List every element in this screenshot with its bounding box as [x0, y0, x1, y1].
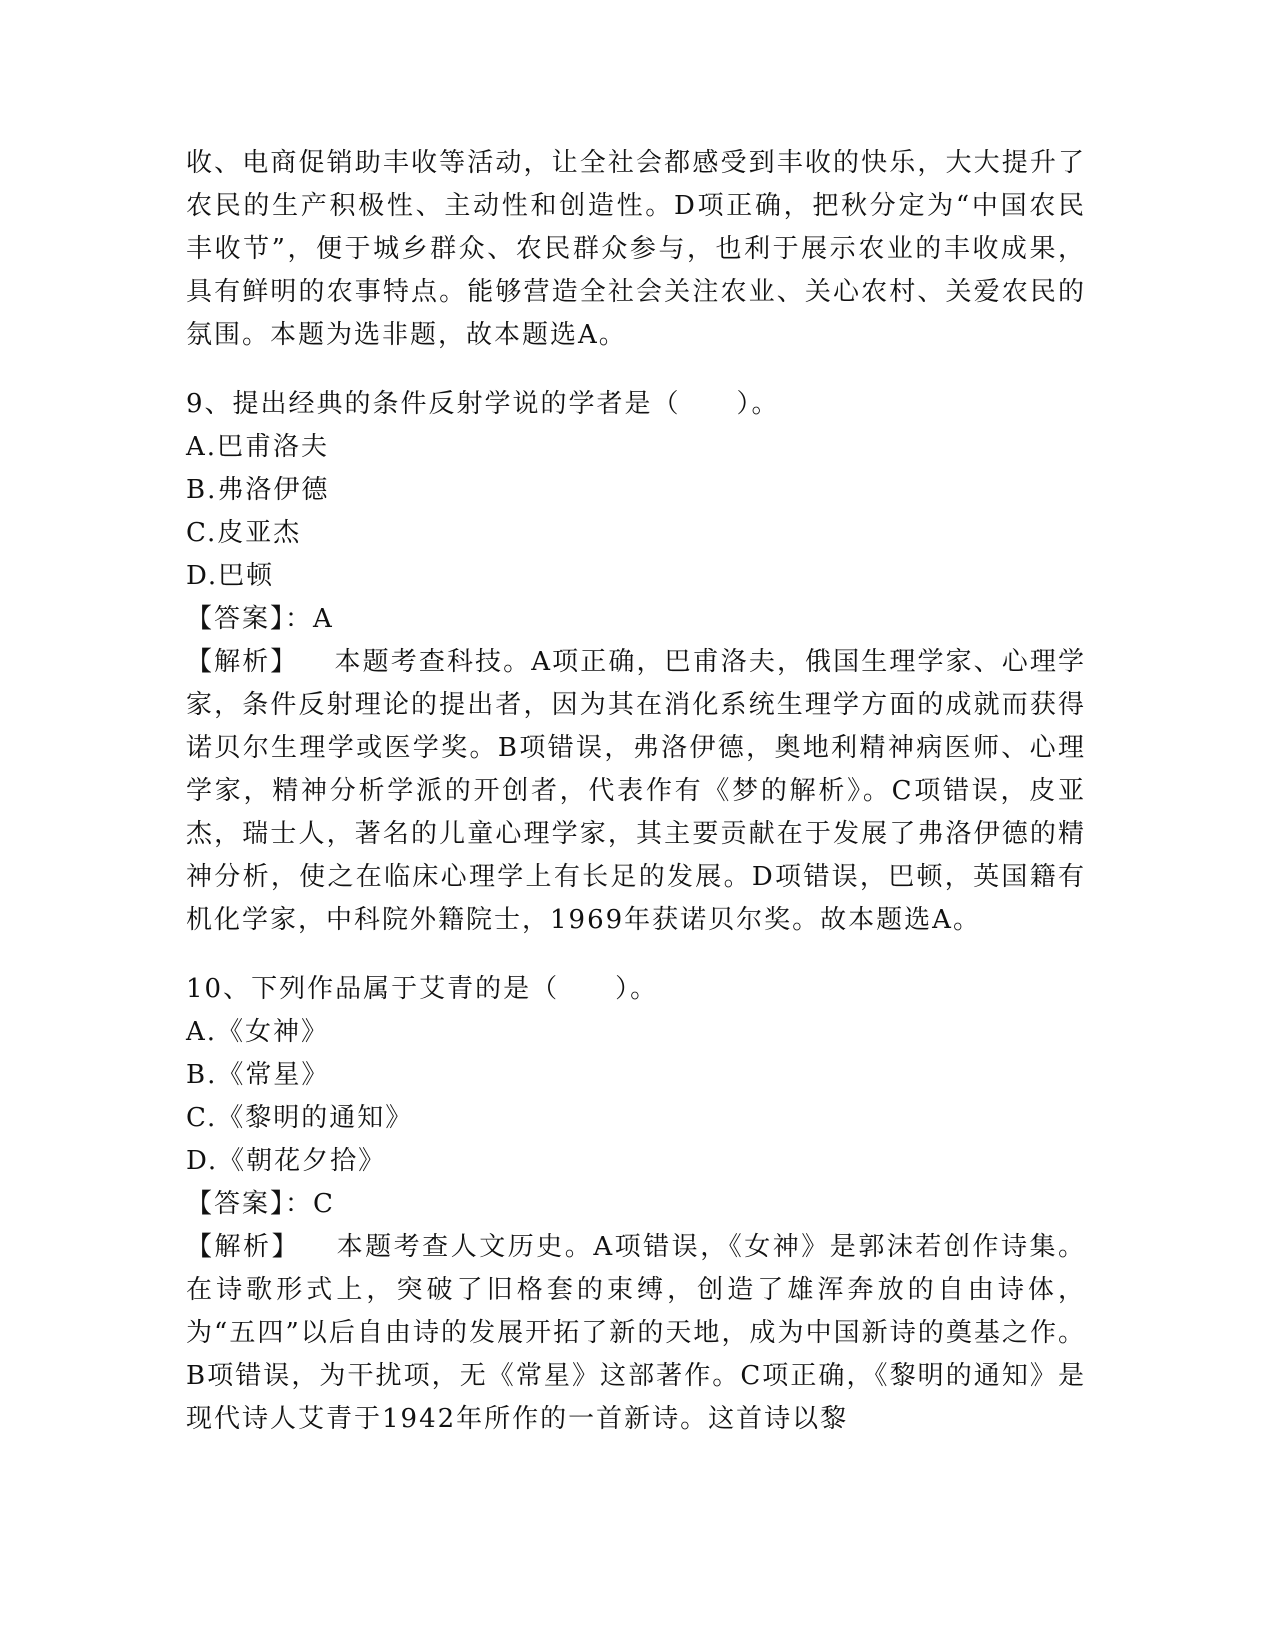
question-stem: 9、提出经典的条件反射学说的学者是（ ）。 [186, 389, 780, 419]
option-a: A.巴甫洛夫 [186, 432, 330, 462]
option-d: D.《朝花夕拾》 [186, 1146, 387, 1176]
answer-value: C [313, 1189, 335, 1219]
question-10 [186, 968, 1086, 1441]
analysis-label: 【解析】 [186, 647, 299, 677]
answer-label: 【答案】： [186, 604, 314, 634]
option-c: C.皮亚杰 [186, 518, 302, 548]
question-9 [186, 383, 1086, 942]
analysis-text: 本题考查人文历史。A项错误，《女神》是郭沫若创作诗集。在诗歌形式上，突破了旧格套的束缚，创造了雄浑奔放的自由诗体，为“五四”以后自由诗的发展开拓了新的天地，成为中国新诗的奠基之作。B项错误，为干扰项，无《常星》这部著作。C项正确，《黎明的通知》是现代诗人艾青于1942年所作的一首新诗。这首诗以黎 [186, 1232, 1086, 1434]
analysis-paragraph [186, 1226, 1086, 1441]
answer-line [186, 1183, 1086, 1226]
analysis-paragraph [186, 641, 1086, 942]
option-b: B.弗洛伊德 [186, 475, 330, 505]
analysis-text: 本题考查科技。A项正确，巴甫洛夫，俄国生理学家、心理学家，条件反射理论的提出者，因为其在消化系统生理学方面的成就而获得诺贝尔生理学或医学奖。B项错误，弗洛伊德，奥地利精神病医师、心理学家，精神分析学派的开创者，代表作有《梦的解析》。C项错误，皮亚杰，瑞士人，著名的儿童心理学家，其主要贡献在于发展了弗洛伊德的精神分析，使之在临床心理学上有长足的发展。D项错误，巴顿，英国籍有机化学家，中科院外籍院士，1969年获诺贝尔奖。故本题选A。 [186, 647, 1086, 935]
option-a: A.《女神》 [186, 1017, 330, 1047]
answer-value: A [313, 604, 334, 634]
question-stem: 10、下列作品属于艾青的是（ ）。 [186, 974, 659, 1004]
option-d: D.巴顿 [186, 561, 275, 591]
option-b: B.《常星》 [186, 1060, 330, 1090]
option-c: C.《黎明的通知》 [186, 1103, 414, 1133]
analysis-label: 【解析】 [186, 1232, 301, 1262]
answer-line [186, 598, 1086, 641]
document-page [186, 142, 1086, 1441]
answer-label: 【答案】： [186, 1189, 314, 1219]
intro-paragraph: 收、电商促销助丰收等活动，让全社会都感受到丰收的快乐，大大提升了农民的生产积极性、主动性和创造性。D项正确，把秋分定为“中国农民丰收节”，便于城乡群众、农民群众参与，也利于展示农业的丰收成果，具有鲜明的农事特点。能够营造全社会关注农业、关心农村、关爱农民的氛围。本题为选非题，故本题选A。 [186, 148, 1086, 350]
